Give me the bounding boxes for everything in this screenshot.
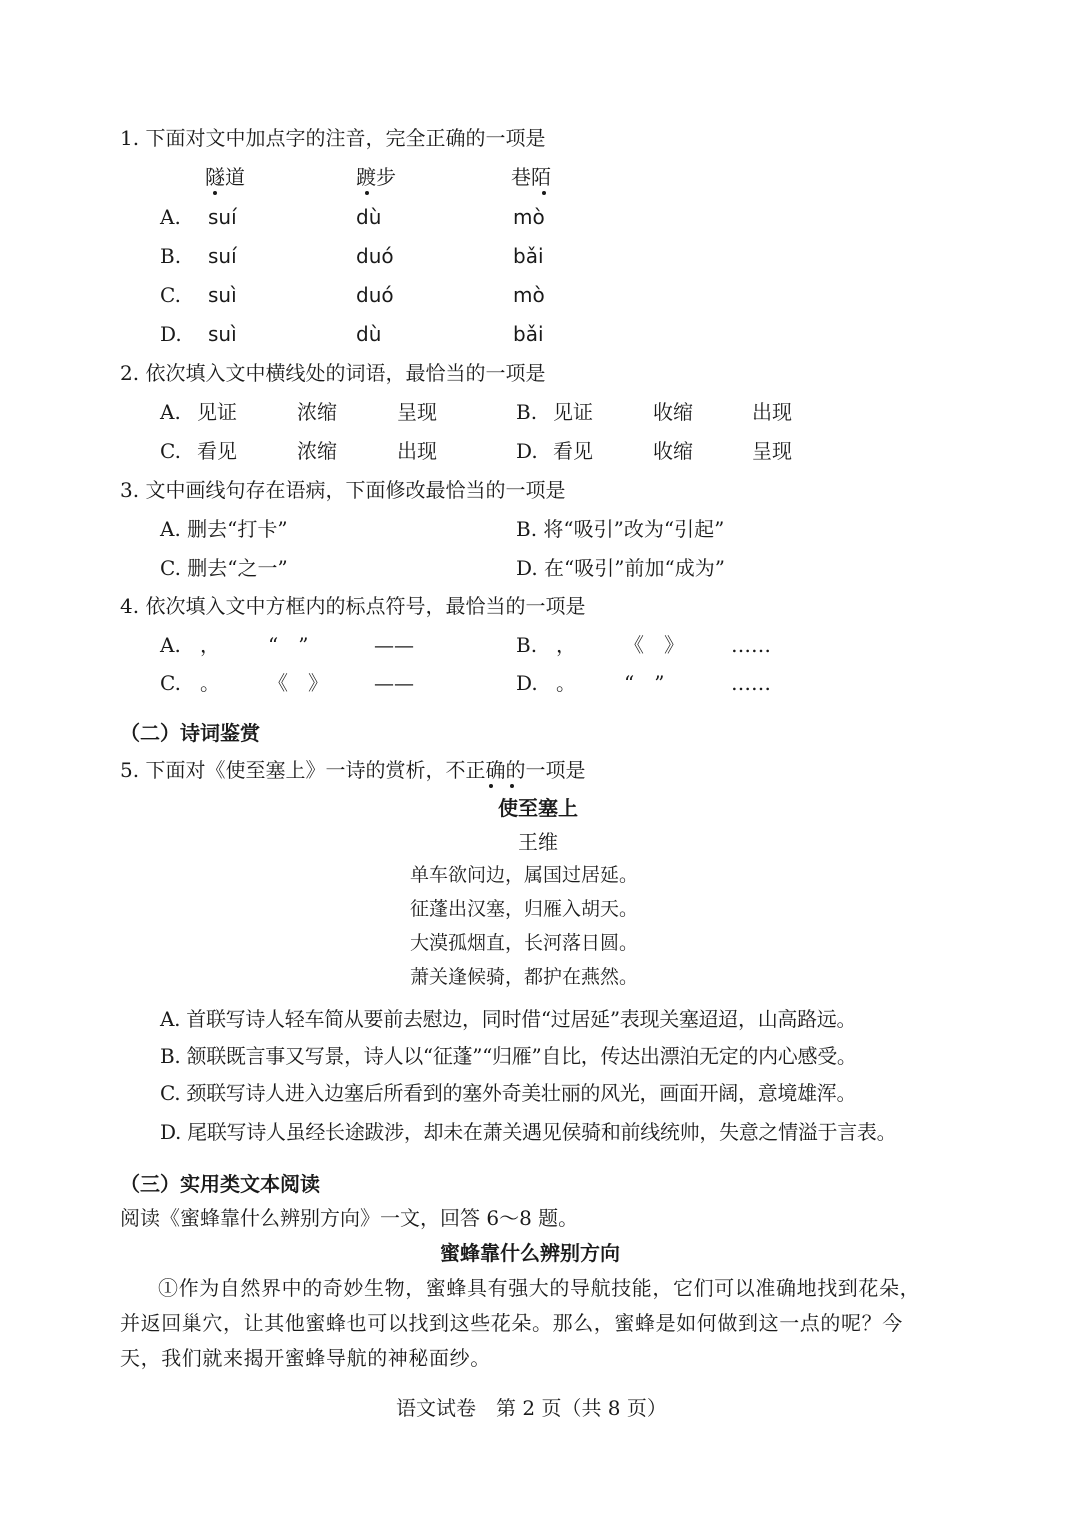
q1-option-label: C. (160, 283, 181, 307)
q4-option-punct: …… (731, 671, 771, 695)
poem-line: 征蓬出汉塞，归雁入胡天。 (410, 898, 639, 920)
q1-word-2: 踱步 (356, 165, 396, 189)
q2-option-word: 呈现 (752, 439, 792, 463)
q4-option-punct: …… (731, 633, 771, 657)
q1-option-pinyin: dù (356, 322, 382, 346)
q4-option-label: A. (160, 633, 181, 657)
q4-option-punct: 《 》 (624, 633, 684, 657)
q2-option-label: A. (160, 400, 181, 424)
q1-option-label: D. (160, 322, 182, 346)
q1-option-label: A. (160, 205, 181, 229)
q4-option-punct: “ ” (624, 671, 665, 695)
q3-option: C. 删去“之一” (160, 556, 288, 580)
q4-option-punct: —— (374, 671, 414, 695)
q1-word-3: 巷陌 (511, 165, 551, 189)
q2-option-word: 浓缩 (297, 439, 337, 463)
poem-author: 王维 (518, 830, 558, 854)
q3-option: D. 在“吸引”前加“成为” (516, 556, 725, 580)
q2-option-word: 浓缩 (297, 400, 337, 424)
q5-option: B. 颔联既言事又写景，诗人以“征蓬”“归雁”自比，传达出漂泊无定的内心感受。 (160, 1044, 857, 1068)
emphasis-dot (213, 191, 217, 195)
q2-option-word: 呈现 (397, 400, 437, 424)
q4-stem: 4. 依次填入文中方框内的标点符号，最恰当的一项是 (120, 594, 586, 618)
q1-option-pinyin: duó (356, 244, 394, 268)
emphasis-dot (542, 191, 546, 195)
q5-option: D. 尾联写诗人虽经长途跋涉，却未在萧关遇见侯骑和前线统帅，失意之情溢于言表。 (160, 1120, 897, 1144)
q1-option-pinyin: suí (208, 244, 237, 268)
q1-stem: 1. 下面对文中加点字的注音，完全正确的一项是 (120, 126, 546, 150)
q4-option-label: D. (516, 671, 538, 695)
q5-option: A. 首联写诗人轻车简从要前去慰边，同时借“过居延”表现关塞迢迢，山高路远。 (160, 1007, 857, 1031)
article-title: 蜜蜂靠什么辨别方向 (440, 1241, 620, 1265)
q3-stem: 3. 文中画线句存在语病，下面修改最恰当的一项是 (120, 478, 566, 502)
q1-word-1: 隧道 (205, 165, 245, 189)
q4-option-punct: —— (374, 633, 414, 657)
reading-intro: 阅读《蜜蜂靠什么辨别方向》一文，回答 6～8 题。 (120, 1206, 579, 1230)
q3-option: B. 将“吸引”改为“引起” (516, 517, 725, 541)
q2-stem: 2. 依次填入文中横线处的词语，最恰当的一项是 (120, 361, 546, 385)
q4-option-punct: 《 》 (268, 671, 328, 695)
q5-stem: 5. 下面对《使至塞上》一诗的赏析，不正确的一项是 (120, 758, 586, 782)
poem-line: 单车欲问边，属国过居延。 (410, 864, 639, 886)
article-paragraph-line: 天，我们就来揭开蜜蜂导航的神秘面纱。 (120, 1346, 491, 1370)
q1-option-pinyin: mò (513, 205, 545, 229)
emphasis-dot (365, 191, 369, 195)
q1-option-pinyin: mò (513, 283, 545, 307)
q2-option-label: B. (516, 400, 538, 424)
article-paragraph-line: ①作为自然界中的奇妙生物，蜜蜂具有强大的导航技能，它们可以准确地找到花朵， (158, 1276, 921, 1300)
q1-option-pinyin: bǎi (513, 322, 544, 346)
poem-title: 使至塞上 (498, 796, 578, 820)
q2-option-label: D. (516, 439, 538, 463)
q2-option-word: 收缩 (653, 400, 693, 424)
q2-option-label: C. (160, 439, 181, 463)
q2-option-word: 看见 (553, 439, 593, 463)
emphasis-dot (489, 784, 493, 788)
q5-option: C. 颈联写诗人进入边塞后所看到的塞外奇美壮丽的风光，画面开阔，意境雄浑。 (160, 1081, 857, 1105)
q1-option-pinyin: suì (208, 322, 237, 346)
q3-option: A. 删去“打卡” (160, 517, 288, 541)
q1-option-pinyin: suì (208, 283, 237, 307)
q1-option-label: B. (160, 244, 182, 268)
poem-line: 大漠孤烟直，长河落日圆。 (410, 932, 639, 954)
q1-option-pinyin: dù (356, 205, 382, 229)
q4-option-label: C. (160, 671, 181, 695)
q4-option-punct: 。 (200, 671, 220, 695)
article-paragraph-line: 并返回巢穴，让其他蜜蜂也可以找到这些花朵。那么，蜜蜂是如何做到这一点的呢？今 (120, 1311, 903, 1335)
q1-option-pinyin: bǎi (513, 244, 544, 268)
page-footer: 语文试卷 第 2 页（共 8 页） (396, 1396, 667, 1420)
q2-option-word: 看见 (197, 439, 237, 463)
poem-line: 萧关逢候骑，都护在燕然。 (410, 966, 639, 988)
q1-option-pinyin: suí (208, 205, 237, 229)
q2-option-word: 见证 (197, 400, 237, 424)
q2-option-word: 出现 (397, 439, 437, 463)
q2-option-word: 出现 (752, 400, 792, 424)
section-heading: （三）实用类文本阅读 (120, 1172, 320, 1196)
q4-option-punct: ， (200, 633, 220, 657)
q2-option-word: 见证 (553, 400, 593, 424)
emphasis-dot (510, 784, 514, 788)
section-heading: （二）诗词鉴赏 (120, 721, 260, 745)
q1-option-pinyin: duó (356, 283, 394, 307)
q4-option-punct: 。 (556, 671, 576, 695)
q2-option-word: 收缩 (653, 439, 693, 463)
q4-option-punct: “ ” (268, 633, 309, 657)
q4-option-punct: ， (556, 633, 576, 657)
q4-option-label: B. (516, 633, 538, 657)
